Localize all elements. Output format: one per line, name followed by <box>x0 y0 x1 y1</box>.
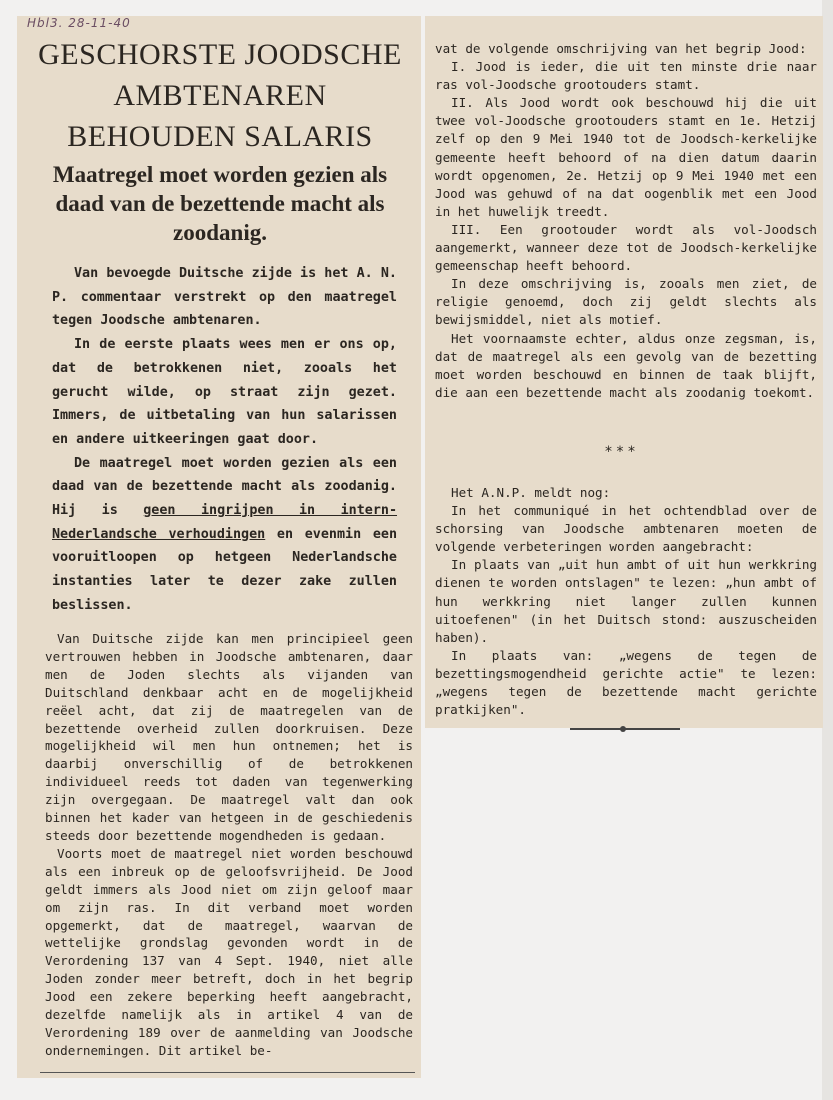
lead-text: en evenmin een vooruitloopen op hetgeen Nederlandsche instanties later te dezer zake zullen beslissen. <box>52 526 398 613</box>
lead-paragraphs <box>52 262 397 618</box>
body-left-column <box>45 630 413 1060</box>
body-paragraph: III. Een grootouder wordt als vol-Joodsch aangemerkt, wanneer deze tot de Joodsch-kerkelijke gemeenschap heeft behoord. <box>435 221 817 274</box>
body-paragraph: Het voornaamste echter, aldus onze zegsman, is, dat de maatregel als een gevolg van de bezetting moet worden beschouwd en binnen de taak blijft, die aan een bezettende macht als zoodanig toekomt. <box>435 330 817 400</box>
body-paragraph: In plaats van: „wegens de tegen de bezettingsmogendheid gerichte actie" te lezen: „wegens tegen de bezettende macht gerichte pratkijken". <box>435 647 817 718</box>
body-paragraph: Van Duitsche zijde kan men principieel geen vertrouwen hebben in Joodsche ambtenaren, daar men de Joden slechts als vijanden van Duitschland denkbaar acht en de mogelijkheid reëel acht, dat zij de maatregelen van de bezettende overheid zullen doorkruisen. Deze mogelijkheid wil men hun ontnemen; het is daarbij onverschillig of de betrokkenen individueel reeds tot daden van tegenwerking zijn overgegaan. De maatregel valt dan ook binnen het kader van hetgeen in de geschiedenis steeds door bezettende mogendheden is gedaan. <box>45 631 413 843</box>
body-paragraph: In het communiqué in het ochtendblad over de schorsing van Joodsche ambtenaren moeten de volgende verbeteringen worden aangebracht: <box>435 503 817 555</box>
section-separator: * * * <box>605 444 635 460</box>
lead-paragraph: Van bevoegde Duitsche zijde is het A. N. P. commentaar verstrekt op den maatregel tegen Joodsche ambtenaren. <box>52 266 397 329</box>
body-right-column <box>435 40 817 402</box>
underlined-phrase: geen ingrijpen in intern-Nederlandsche verhoudingen <box>52 503 398 542</box>
body-paragraph: vat de volgende omschrijving van het begrip Jood: <box>435 41 807 56</box>
handwritten-date: Hbl3. 28-11-40 <box>27 16 131 30</box>
end-rule-dot <box>620 726 626 732</box>
board-edge <box>822 0 833 1100</box>
body-paragraph: I. Jood is ieder, die uit ten minste drie naar ras vol-Joodsche grootouders stamt. <box>435 59 817 93</box>
body-paragraph: In deze omschrijving is, zooals men ziet, de religie genoemd, doch zij geldt slechts als bewijsmiddel, niet als motief. <box>435 276 817 328</box>
body-right-continued <box>435 484 817 719</box>
body-paragraph: Voorts moet de maatregel niet worden beschouwd als een inbreuk op de geloofsvrijheid. De Jood geldt immers als Jood niet om zijn geloof maar om zijn ras. In dit verband moet worden opgemerkt, dat de maatregel, waarvan de wettelijke grondslag gevonden wordt in de Verordening 137 van 4 Sept. 1940, niet alle Joden zonder meer betreft, doch in het begrip Jood een zekere beperking heeft aangebracht, dezelfde namelijk als in artikel 4 van de Verordening 189 over de aanmelding van Joodsche ondernemingen. Dit artikel be- <box>45 845 413 1058</box>
headline: GESCHORSTE JOODSCHE AMBTENAREN BEHOUDEN SALARIS <box>38 38 402 153</box>
lead-paragraph: In de eerste plaats wees men er ons op, dat de betrokkenen niet, zooals het gerucht wilde, op straat zijn gezet. Immers, de uitbetaling van hun salarissen en andere uitkeeringen gaat door. <box>52 337 397 447</box>
lead-text: De maatregel moet worden gezien als een daad van de bezettende macht als zoodanig. Hij is <box>52 455 397 519</box>
subheadline: Maatregel moet worden gezien als daad van de bezettende macht als zoodanig. <box>52 162 388 245</box>
bottom-rule <box>40 1072 415 1073</box>
body-paragraph: II. Als Jood wordt ook beschouwd hij die uit twee vol-Joodsche grootouders stamt en 1e. Hetzij zelf op den 9 Mei 1940 tot de Joodsch-kerkelijke gemeente heeft behoord of na dien datum daarin wordt opgenomen, 2e. Hetzij op 9 Mei 1940 met een Jood was gehuwd of na dat oogenblik met een Jood in het huwelijk treedt. <box>435 95 817 219</box>
lead-paragraph <box>52 452 397 618</box>
body-paragraph: In plaats van „uit hun ambt of uit hun werkkring dienen te worden ontslagen" te lezen: „hun ambt of hun werkkring niet langer zullen kunnen uitoefenen" (in het Duitsch stond: auszuscheiden haben). <box>435 557 817 645</box>
body-paragraph: Het A.N.P. meldt nog: <box>451 485 611 500</box>
